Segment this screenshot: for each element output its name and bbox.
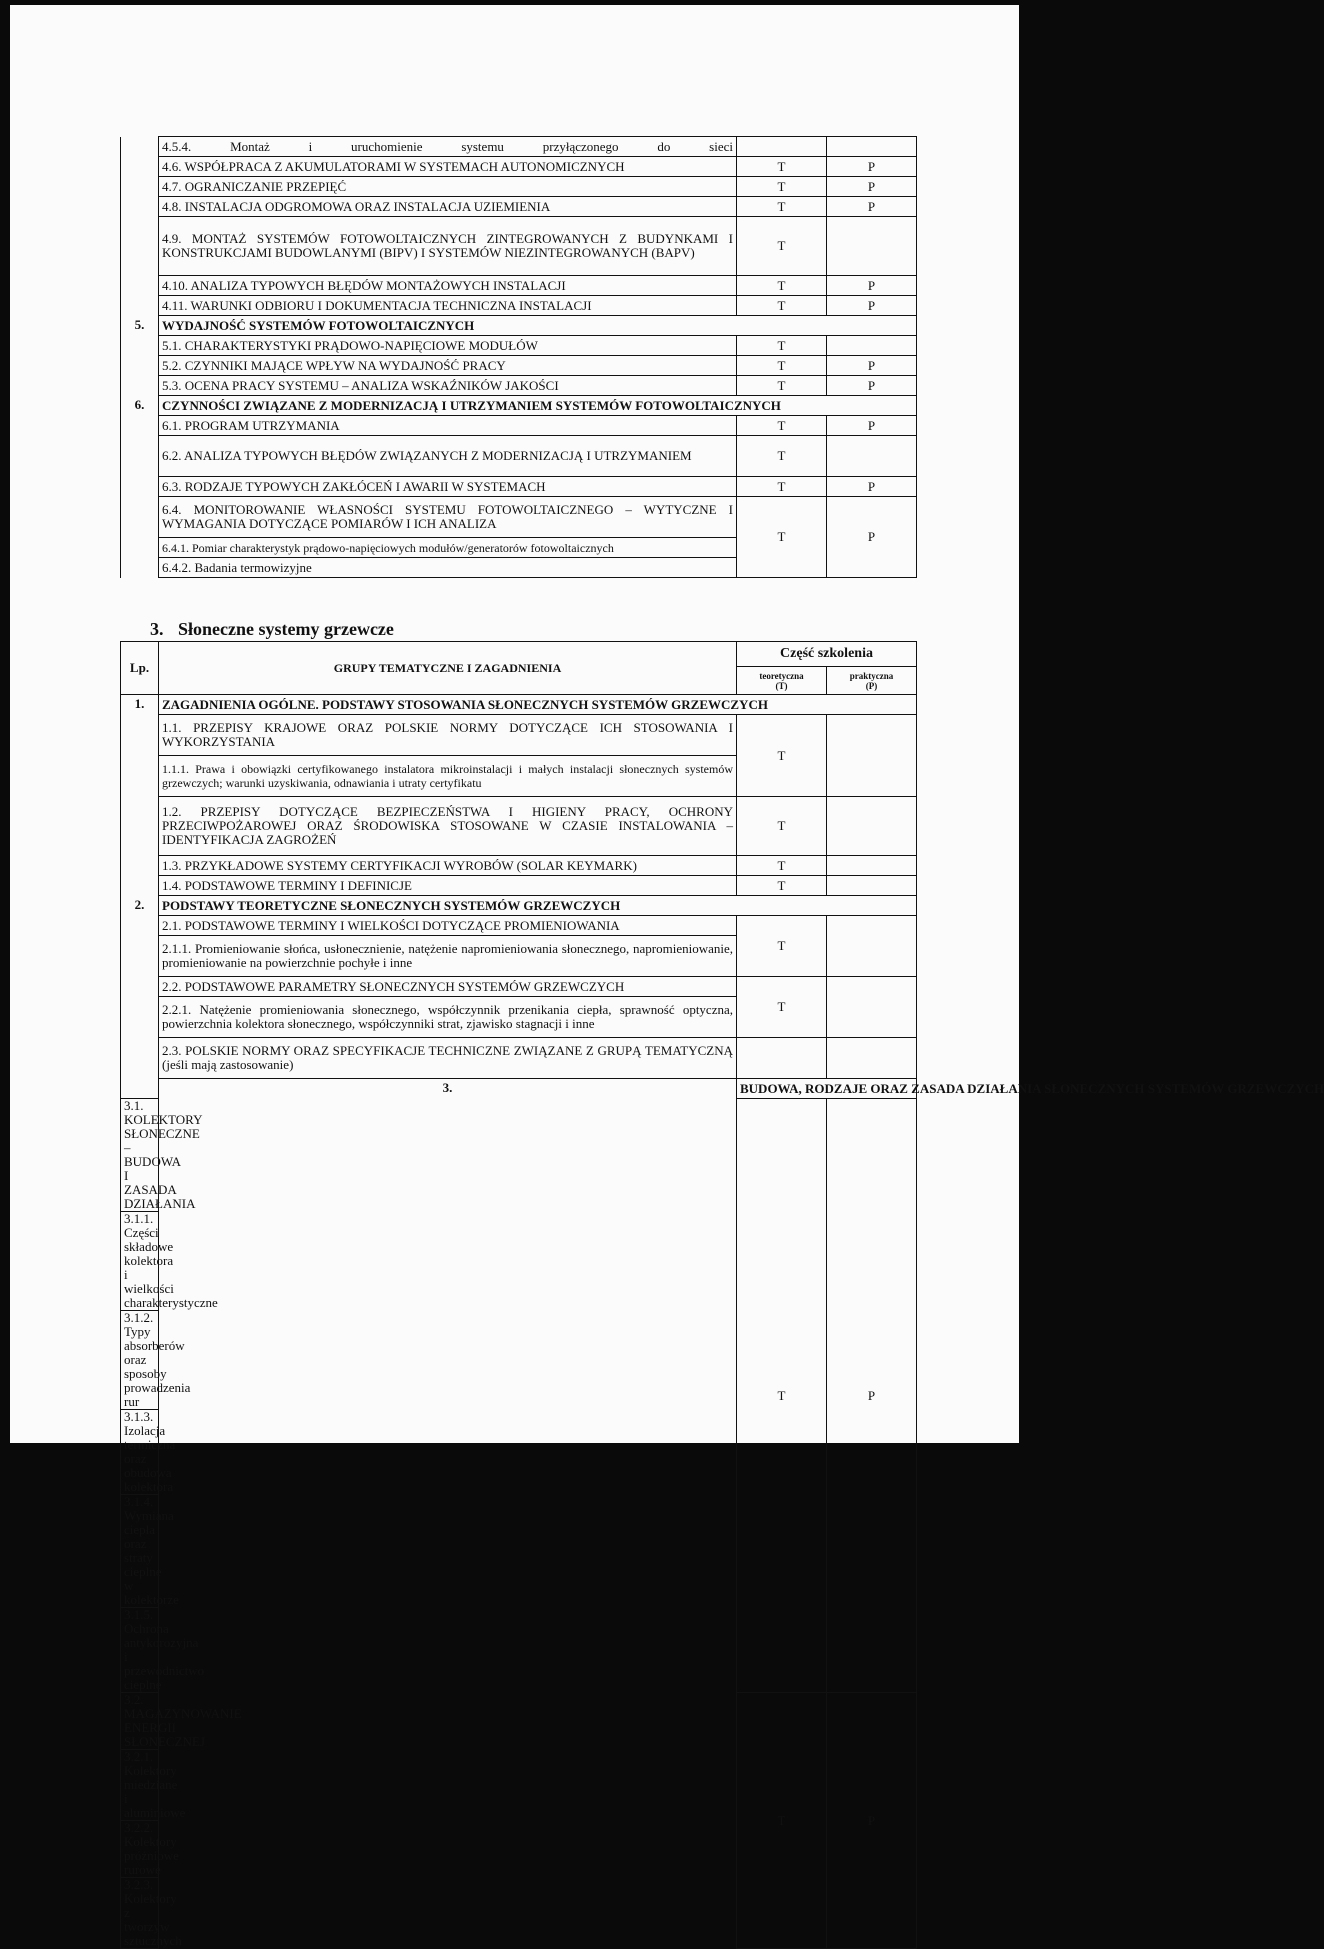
table-row: 3.2.1. Kolektory miedziane i aluminiowe bbox=[121, 1750, 917, 1821]
table-row: 3.1.3. Izolacja termiczna oraz obudowa kolektora bbox=[121, 1410, 917, 1495]
table-row: 4.11. WARUNKI ODBIORU I DOKUMENTACJA TECHNICZNA INSTALACJI T P bbox=[121, 296, 917, 316]
table-row: 4.8. INSTALACJA ODGROMOWA ORAZ INSTALACJA UZIEMIENIA T P bbox=[121, 197, 917, 217]
table-row: 6.4.2. Badania termowizyjne bbox=[121, 558, 917, 578]
heading-title: Słoneczne systemy grzewcze bbox=[178, 619, 394, 639]
pv-topics-table bbox=[120, 136, 917, 578]
table-row: 3.1.1. Części składowe kolektora i wielkości charakterystyczne bbox=[121, 1212, 917, 1311]
table-row: 2.1. PODSTAWOWE TERMINY I WIELKOŚCI DOTYCZĄCE PROMIENIOWANIA T bbox=[121, 916, 917, 936]
table-row: 2.2.1. Natężenie promieniowania słonecznego, współczynnik przenikania ciepła, sprawność optyczna, powierzchnia kolektora słonecznego, współczynniki strat, zjawisko stagnacji i inne bbox=[121, 997, 917, 1038]
table-row: 4.9. MONTAŻ SYSTEMÓW FOTOWOLTAICZNYCH ZINTEGROWANYCH Z BUDYNKAMI I KONSTRUKCJAMI BUDOWLANYMI (BIPV) I SYSTEMÓW NIEZINTEGROWANYCH (BAPV) T bbox=[121, 217, 917, 276]
table-row: 6.3. RODZAJE TYPOWYCH ZAKŁÓCEŃ I AWARII W SYSTEMACH T P bbox=[121, 477, 917, 497]
table-row: 3.2. MAGAZYNOWANIE ENERGII SŁONECZNEJ T P bbox=[121, 1693, 917, 1750]
section-row: 6. CZYNNOŚCI ZWIĄZANE Z MODERNIZACJĄ I UTRZYMANIEM SYSTEMÓW FOTOWOLTAICZNYCH bbox=[121, 396, 917, 416]
table-row: 4.10. ANALIZA TYPOWYCH BŁĘDÓW MONTAŻOWYCH INSTALACJI T P bbox=[121, 276, 917, 296]
table-row: 4.7. OGRANICZANIE PRZEPIĘĆ T P bbox=[121, 177, 917, 197]
heading-number: 3. bbox=[150, 619, 164, 639]
section-row: 5. WYDAJNOŚĆ SYSTEMÓW FOTOWOLTAICZNYCH bbox=[121, 316, 917, 336]
table-row: 1.1. PRZEPISY KRAJOWE ORAZ POLSKIE NORMY DOTYCZĄCE ICH STOSOWANIA I WYKORZYSTANIA T bbox=[121, 715, 917, 756]
section-row: 3. BUDOWA, RODZAJE ORAZ ZASADA DZIAŁANIA SŁONECZNYCH SYSTEMÓW GRZEWCZYCH bbox=[121, 1079, 917, 1099]
section-row: 2. PODSTAWY TEORETYCZNE SŁONECZNYCH SYSTEMÓW GRZEWCZYCH bbox=[121, 896, 917, 916]
table-row: 3.1. KOLEKTORY SŁONECZNE – BUDOWA I ZASADA DZIAŁANIA T P bbox=[121, 1099, 917, 1212]
table-row: 6.1. PROGRAM UTRZYMANIA T P bbox=[121, 416, 917, 436]
table-row: 3.1.2. Typy absorberów oraz sposoby prowadzenia rur bbox=[121, 1311, 917, 1410]
table-row: 6.2. ANALIZA TYPOWYCH BŁĘDÓW ZWIĄZANYCH Z MODERNIZACJĄ I UTRZYMANIEM T bbox=[121, 436, 917, 477]
table-row: 2.2. PODSTAWOWE PARAMETRY SŁONECZNYCH SYSTEMÓW GRZEWCZYCH T bbox=[121, 977, 917, 997]
table-row: 5.1. CHARAKTERYSTYKI PRĄDOWO-NAPIĘCIOWE MODUŁÓW T bbox=[121, 336, 917, 356]
table-row: 1.4. PODSTAWOWE TERMINY I DEFINICJE T bbox=[121, 876, 917, 896]
table-row: 4.6. WSPÓŁPRACA Z AKUMULATORAMI W SYSTEMACH AUTONOMICZNYCH T P bbox=[121, 157, 917, 177]
header-row: Lp. GRUPY TEMATYCZNE I ZAGADNIENIA Część szkolenia bbox=[121, 642, 917, 667]
table-row: 6.4. MONITOROWANIE WŁASNOŚCI SYSTEMU FOTOWOLTAICZNEGO – WYTYCZNE I WYMAGANIA DOTYCZĄCE POMIARÓW I ICH ANALIZA T P bbox=[121, 497, 917, 538]
table-row: 4.5.4. Montaż i uruchomienie systemu przyłączonego do sieci bbox=[121, 137, 917, 157]
solar-heating-topics-table bbox=[120, 641, 1324, 1949]
table-row: 1.2. PRZEPISY DOTYCZĄCE BEZPIECZEŃSTWA I HIGIENY PRACY, OCHRONY PRZECIWPOŻAROWEJ ORAZ ŚRODOWISKA STOSOWANE W CZASIE INSTALOWANIA – IDENTYFIKACJA ZAGROŻEŃ T bbox=[121, 797, 917, 856]
table-row: 1.3. PRZYKŁADOWE SYSTEMY CERTYFIKACJI WYROBÓW (SOLAR KEYMARK) T bbox=[121, 856, 917, 876]
table-row: 6.4.1. Pomiar charakterystyk prądowo-napięciowych modułów/generatorów fotowoltaicznych bbox=[121, 538, 917, 558]
table-row: 3.1.5. Ochrona antykorozyjna i przewodnictwo cieplne bbox=[121, 1608, 917, 1693]
table-row: 3.2.3. Kolektory z tworzyw sztucznych bbox=[121, 1878, 917, 1949]
table-row: 2.3. POLSKIE NORMY ORAZ SPECYFIKACJE TECHNICZNE ZWIĄZANE Z GRUPĄ TEMATYCZNĄ (jeśli mają zastosowanie) bbox=[121, 1038, 917, 1079]
header-row: teoretyczna (T) praktyczna (P) bbox=[121, 667, 917, 695]
table-row: 2.1.1. Promieniowanie słońca, usłonecznienie, natężenie napromieniowania słonecznego, napromieniowanie, promieniowanie na powierzchnie pochyłe i inne bbox=[121, 936, 917, 977]
section-heading bbox=[150, 619, 394, 640]
section-row: 1. ZAGADNIENIA OGÓLNE. PODSTAWY STOSOWANIA SŁONECZNYCH SYSTEMÓW GRZEWCZYCH bbox=[121, 695, 917, 715]
table-row: 3.1.4. Wymiana ciepła oraz straty cieplne w kolektorze bbox=[121, 1495, 917, 1608]
table-row: 3.2.2. Kolektory próżniowe rurowe bbox=[121, 1821, 917, 1878]
table-row: 1.1.1. Prawa i obowiązki certyfikowanego instalatora mikroinstalacji i małych instalacji słonecznych systemów grzewczych; warunki uzyskiwania, odnawiania i utraty certyfikatu bbox=[121, 756, 917, 797]
table-row: 5.3. OCENA PRACY SYSTEMU – ANALIZA WSKAŹNIKÓW JAKOŚCI T P bbox=[121, 376, 917, 396]
table-row: 5.2. CZYNNIKI MAJĄCE WPŁYW NA WYDAJNOŚĆ PRACY T P bbox=[121, 356, 917, 376]
